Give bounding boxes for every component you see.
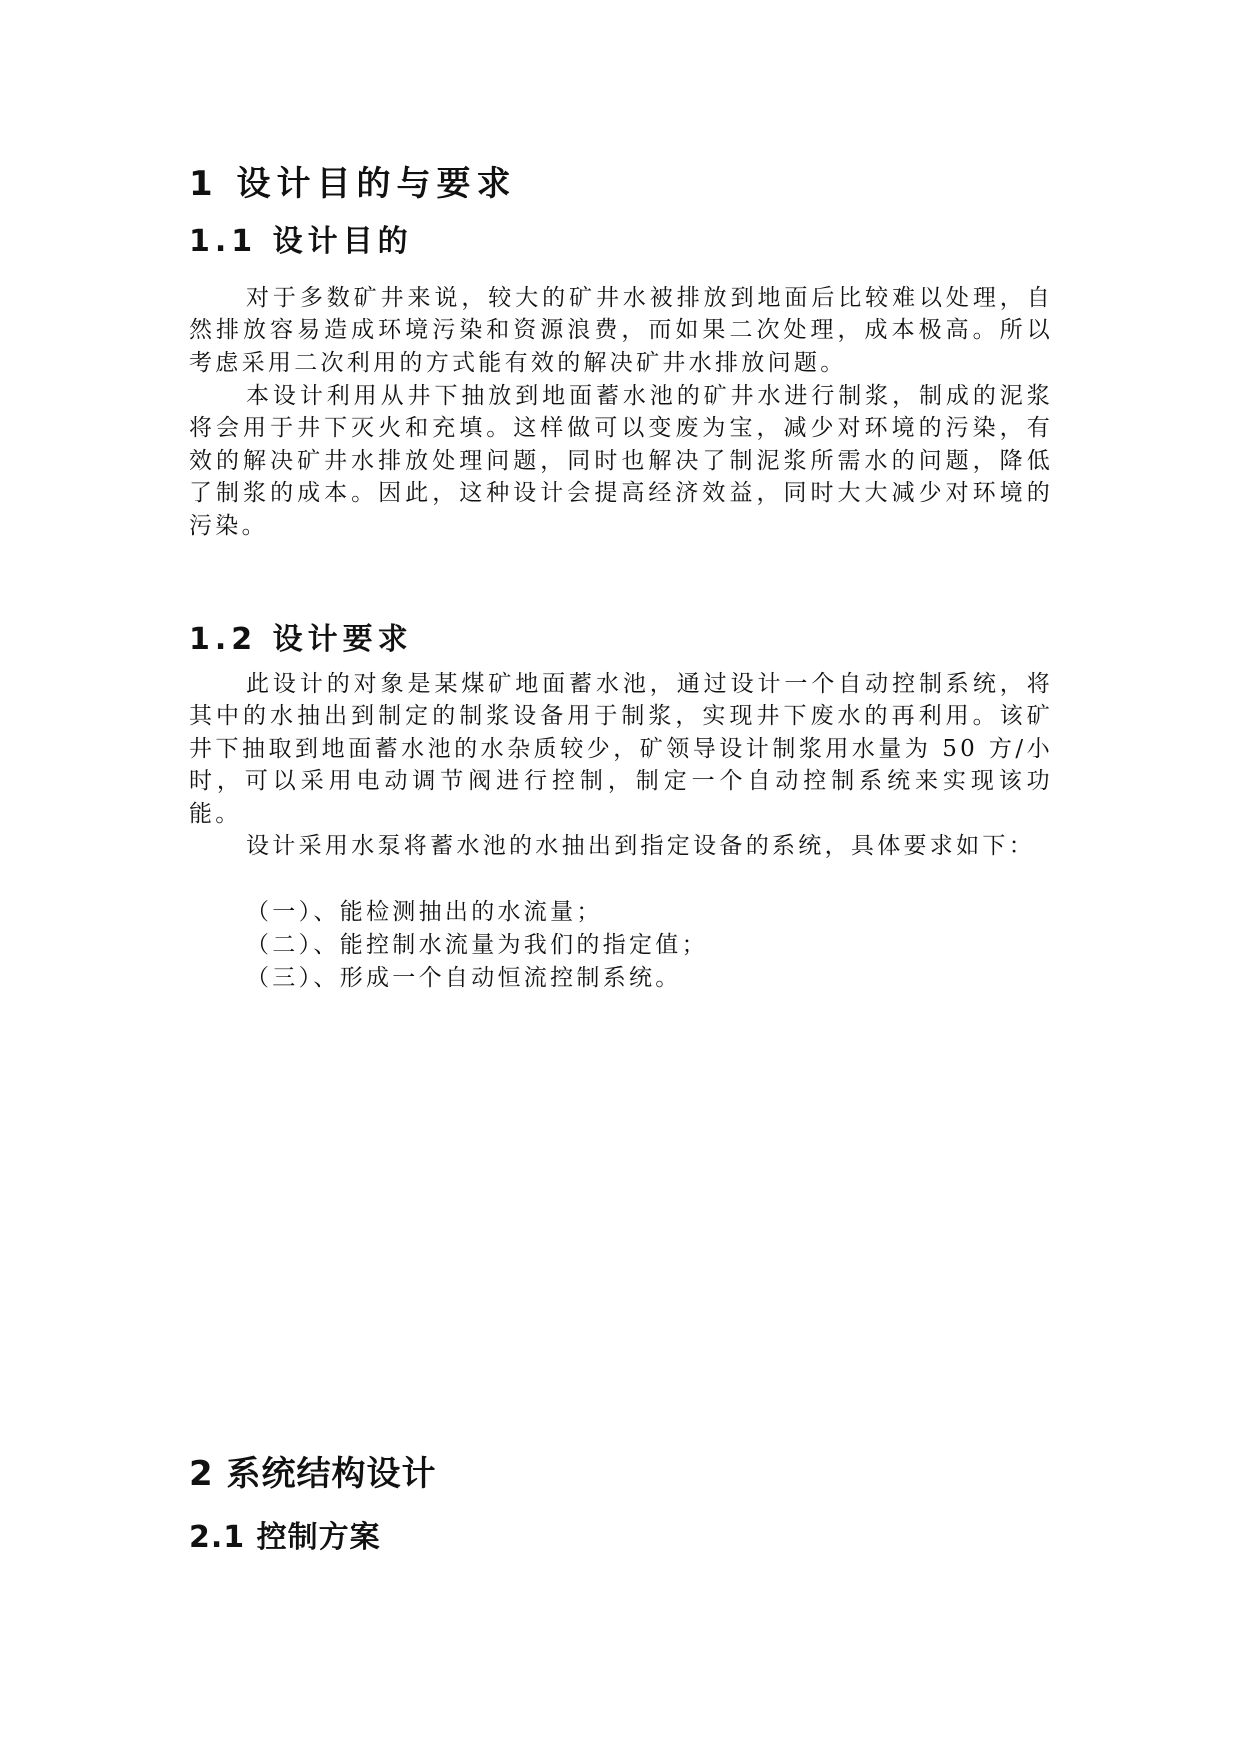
requirement-item-2: （二）、能控制水流量为我们的指定值； — [246, 932, 708, 958]
section-1-2-paragraph-2: 设计采用水泵将蓄水池的水抽出到指定设备的系统，具体要求如下： — [246, 833, 1035, 859]
requirement-item-1: （一）、能检测抽出的水流量； — [246, 899, 603, 925]
section-1-1-heading: 1.1 设计目的 — [189, 224, 413, 259]
section-1-2-paragraph-1: 此设计的对象是某煤矿地面蓄水池，通过设计一个自动控制系统，将其中的水抽出到制定的制浆设备用于制浆，实现井下废水的再利用。该矿井下抽取到地面蓄水池的水杂质较少，矿领导设计制浆用水量为 50 方/小时，可以采用电动调节阀进行控制，制定一个自动控制系统来实现该功能。 — [189, 671, 1053, 827]
section-1-1-paragraph-1: 对于多数矿井来说，较大的矿井水被排放到地面后比较难以处理，自然排放容易造成环境污染和资源浪费，而如果二次处理，成本极高。所以考虑采用二次利用的方式能有效的解决矿井水排放问题。 — [189, 285, 1053, 376]
section-1-heading: 1 设计目的与要求 — [189, 164, 517, 204]
section-1-1-paragraph-2: 本设计利用从井下抽放到地面蓄水池的矿井水进行制浆，制成的泥浆将会用于井下灭火和充填。这样做可以变废为宝，减少对环境的污染，有效的解决矿井水排放处理问题，同时也解决了制泥浆所需水的问题，降低了制浆的成本。因此，这种设计会提高经济效益，同时大大减少对环境的污染。 — [189, 383, 1053, 539]
section-1-2-heading: 1.2 设计要求 — [189, 622, 413, 657]
section-2-1-heading: 2.1 控制方案 — [189, 1520, 381, 1555]
section-2-heading: 2 系统结构设计 — [189, 1454, 437, 1494]
requirement-item-3: （三）、形成一个自动恒流控制系统。 — [246, 965, 682, 991]
